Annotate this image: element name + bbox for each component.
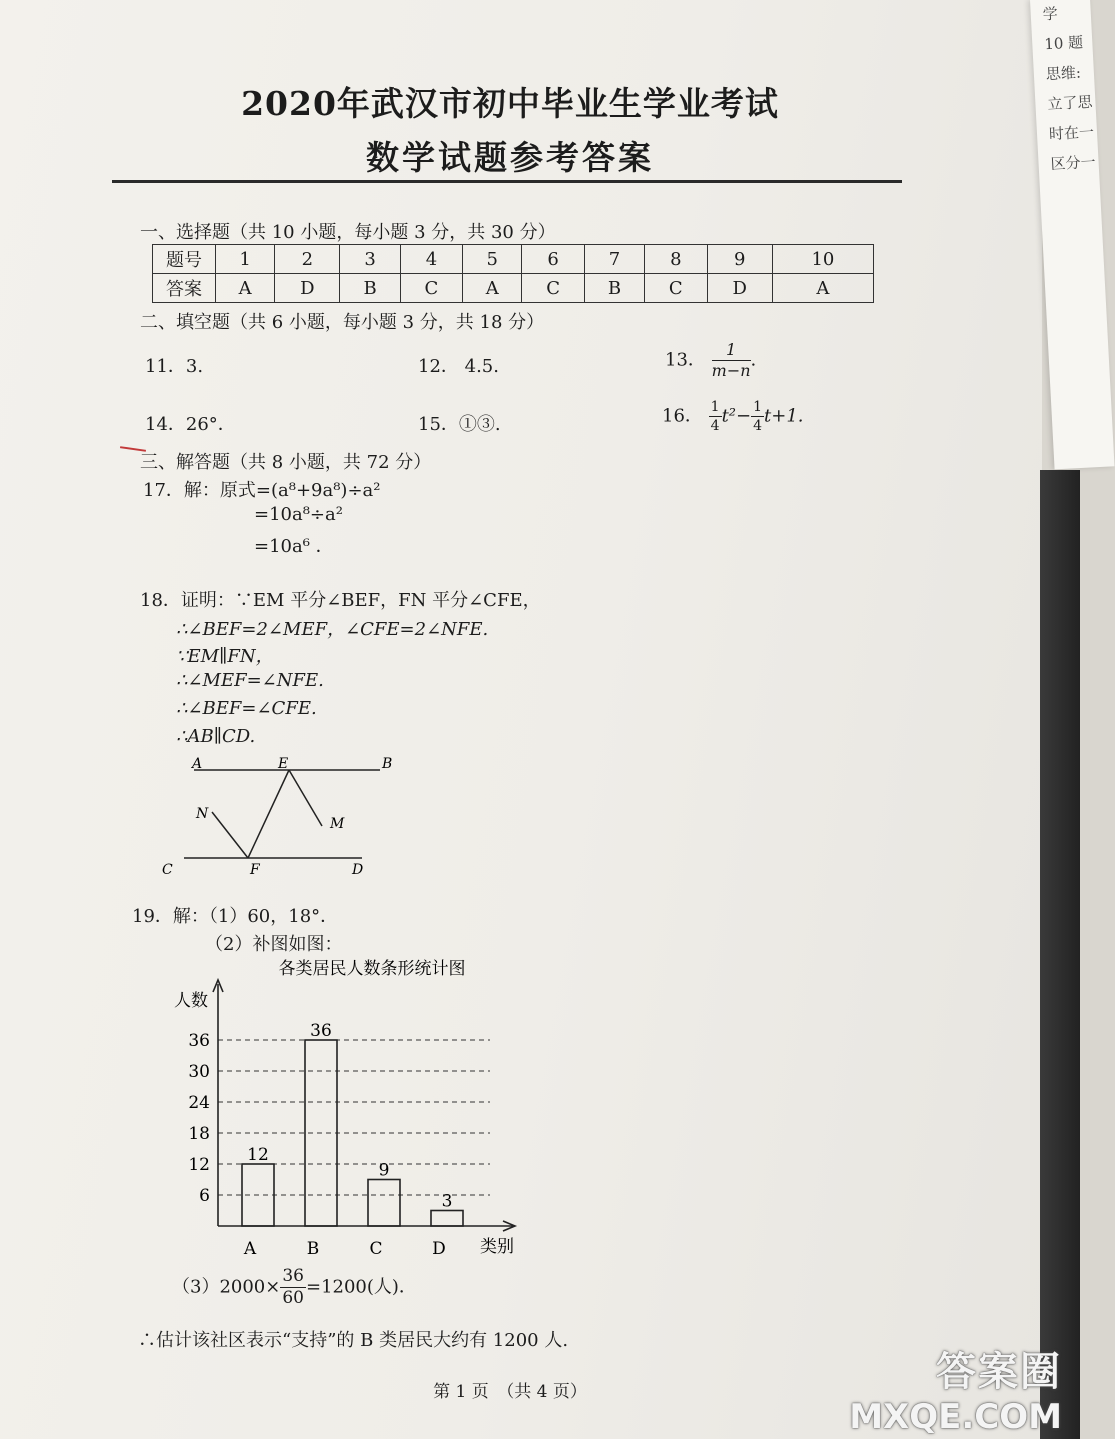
bar-value-label: 12 [247,1145,269,1165]
answer-11: 11．3. [145,356,204,377]
label-d: D [352,862,364,878]
fraction-denominator: 60 [282,1288,304,1308]
answer-15: 15．①③. [418,414,501,435]
q18-line-1: 18．证明：∵EM 平分∠BEF，FN 平分∠CFE， [140,590,541,611]
q18-line-5: ∴∠BEF=∠CFE. [176,698,317,719]
chart-x-axis-label: 类别 [480,1237,514,1257]
fraction-denominator: 4 [710,418,720,434]
adjacent-page-edge [1030,0,1115,469]
fraction [712,342,751,379]
table-cell: B [584,274,644,303]
label-b: B [382,756,393,772]
table-cell: B [340,274,400,303]
label-m: M [330,816,345,832]
title-rule [112,180,902,183]
x-tick-label: D [432,1239,446,1259]
section3-heading: 三、解答题（共 8 小题，共 72 分） [140,452,432,473]
side-text: 学 [1042,4,1059,24]
answer-14: 14．26°． [145,414,236,435]
answer-13 [665,342,756,379]
line-ef [248,770,289,858]
page-title: 2020年武汉市初中毕业生学业考试 [241,84,779,123]
label-c: C [162,862,173,878]
label-n: N [196,806,209,822]
table-cell: A [772,274,873,303]
watermark [849,1340,1062,1437]
answer-label: 13． [665,349,706,371]
table-cell: 3 [340,245,400,274]
bar [431,1211,463,1227]
table-cell: 7 [584,245,644,274]
table-cell: C [400,274,463,303]
chart-y-axis-label: 人数 [174,991,208,1011]
table-cell: D [707,274,772,303]
side-text: 思维: [1045,63,1082,84]
term: t+1. [764,405,804,427]
fraction-denominator: m−n [711,361,751,380]
label-e: E [278,756,289,772]
term: t²− [721,405,752,427]
y-tick-label: 18 [188,1124,210,1144]
side-text: 立了思 [1047,92,1093,114]
bar-value-label: 36 [310,1021,332,1041]
section2-heading: 二、填空题（共 6 小题，每小题 3 分，共 18 分） [140,312,545,333]
y-tick-label: 12 [188,1155,210,1175]
geometry-diagram [150,750,410,885]
q19-part3 [172,1268,417,1307]
expr-prefix: （3）2000× [172,1276,281,1298]
section1-heading: 一、选择题（共 10 小题，每小题 3 分，共 30 分） [140,222,556,243]
q18-line-4: ∴∠MEF=∠NFE. [176,670,324,691]
bar-chart [160,950,540,1270]
answer-label: 16． [662,405,703,427]
table-cell: 10 [772,245,873,274]
y-tick-label: 24 [188,1093,210,1113]
fraction-numerator: 1 [710,399,720,415]
row-label: 题号 [153,245,216,274]
table-cell: D [275,274,340,303]
y-tick-label: 36 [188,1031,210,1051]
table-cell: 5 [463,245,522,274]
q18-line-3: ∵EM∥FN， [176,646,274,667]
ray-fn [212,812,248,858]
fraction [709,400,722,433]
table-row-answers [153,274,874,303]
table-cell: 6 [522,245,585,274]
bar-value-label: 9 [378,1160,390,1181]
fraction [751,400,764,433]
label-f: F [250,862,260,878]
table-cell: 4 [400,245,463,274]
table-cell: 9 [707,245,772,274]
q19-part2: （2）补图如图： [205,934,343,955]
table-cell: 2 [275,245,340,274]
q18-line-2: ∴∠BEF=2∠MEF，∠CFE=2∠NFE. [176,619,489,640]
expr-suffix: =1200(人)． [305,1276,417,1298]
x-tick-label: A [243,1239,257,1259]
answer-table [152,244,874,303]
q19-part1: 19．解：（1）60，18°． [132,906,339,927]
side-text: 10 题 [1043,33,1084,54]
answer-tail: . [750,349,757,371]
table-cell: C [522,274,585,303]
fraction-numerator: 1 [753,399,763,415]
y-tick-label: 6 [199,1186,210,1206]
ray-em [289,770,322,826]
q18-line-6: ∴AB∥CD. [176,726,256,747]
table-cell: C [645,274,708,303]
x-tick-label: B [306,1239,320,1259]
row-label: 答案 [153,274,216,303]
fraction [280,1268,306,1307]
y-tick-label: 30 [188,1062,210,1082]
bar-value-label: 3 [441,1191,453,1212]
table-cell: A [463,274,522,303]
table-cell: A [216,274,275,303]
table-row-numbers [153,245,874,274]
label-a: A [192,756,203,772]
side-text: 区分一 [1050,152,1097,174]
q19-conclusion: ∴估计该社区表示“支持”的 B 类居民大约有 1200 人. [138,1330,569,1351]
side-text: 时在一 [1048,122,1095,144]
bar [368,1180,400,1227]
table-cell: 1 [216,245,275,274]
watermark-logo-text: 答案圈 [936,1349,1062,1395]
answer-12: 12． 4.5. [418,356,499,377]
fraction-denominator: 4 [753,418,763,434]
q17-line-3: =10a⁶ ． [254,536,334,557]
q17-line-2: =10a⁸÷a² [254,504,343,525]
watermark-url: MXQE.COM [849,1397,1062,1437]
page-subtitle: 数学试题参考答案 [366,138,654,177]
chart-title: 各类居民人数条形统计图 [278,959,466,979]
desk-background [1040,470,1080,1439]
answer-16 [662,400,804,433]
fraction-numerator: 1 [712,342,751,361]
page-footer: 第 1 页 （共 4 页） [433,1382,587,1402]
table-cell: 8 [645,245,708,274]
fraction-numerator: 36 [282,1266,304,1286]
q17-line-1: 17．解：原式=(a⁸+9a⁸)÷a² [143,480,381,501]
x-tick-label: C [369,1239,383,1259]
